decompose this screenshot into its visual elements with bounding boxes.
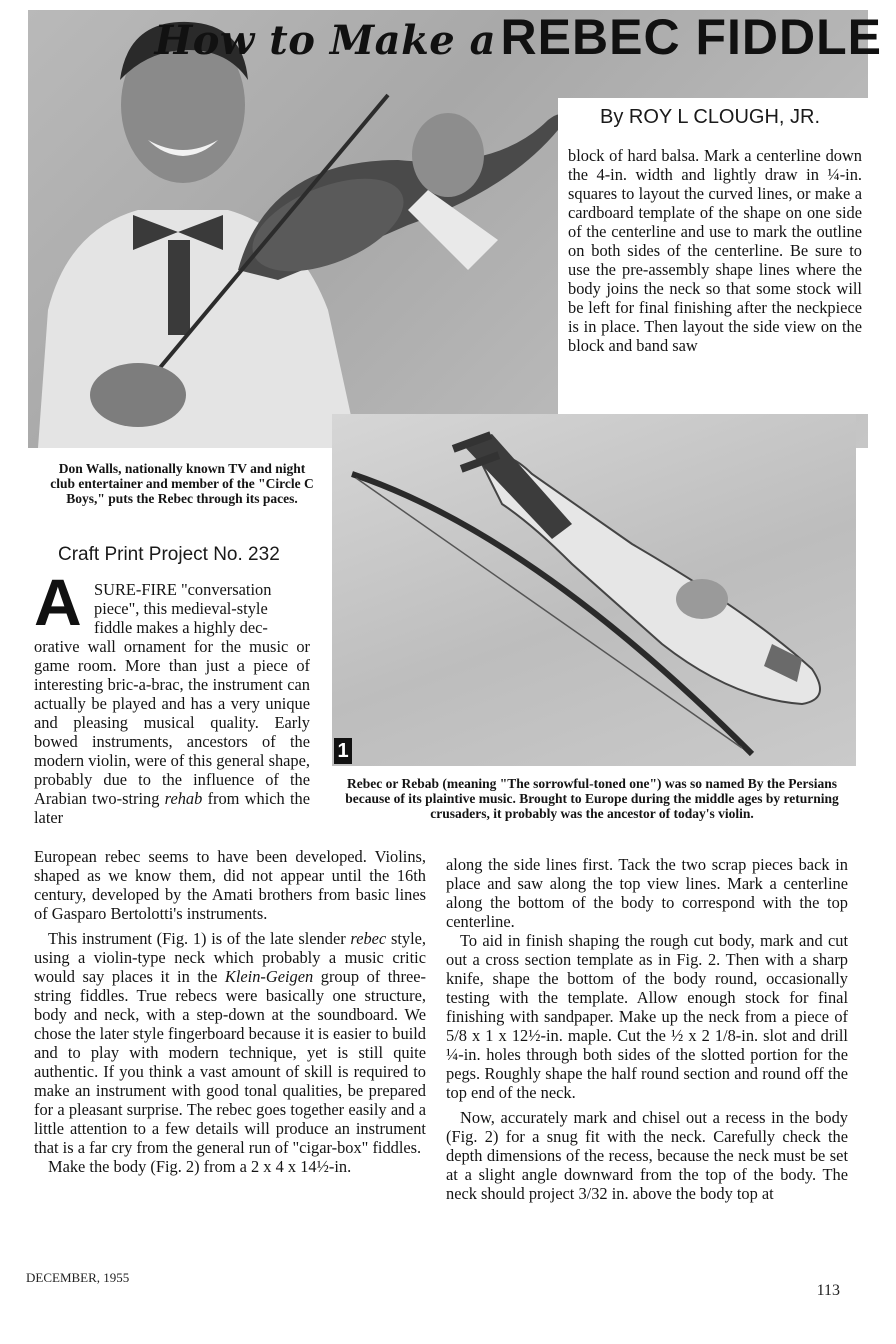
paragraph-1-continued: European rebec seems to have been developed. Violins, shaped as we know them, did not appear until the 16th century, developed by the Amati brothers from basic lines of Gasparo Bertolotti's instruments. [34,847,426,923]
paragraph-2-b: style, using a violin-type neck which probably a music critic would say places it in the [34,929,427,986]
byline: By ROY L CLOUGH, JR. [600,106,821,128]
page-number: 113 [816,1282,840,1299]
paragraph-2 [34,929,426,1157]
portrait-caption: Don Walls, nationally known TV and night club entertainer and member of the "Circle C Boys," puts the Rebec through its paces. [50,461,314,506]
title-script: How to Make a [154,17,497,64]
rehab-term: rehab [164,789,203,808]
title-bold: REBEC FIDDLE [500,9,882,65]
rebec-illustration [332,414,856,766]
paragraph-2-a: This instrument (Fig. 1) is of the late slender [48,929,346,948]
drop-cap: A [34,565,82,639]
rebec-term: rebec [350,929,387,948]
right-paragraph-2: To aid in finish shaping the rough cut body, mark and cut out a cross section template as in Fig. 2. Then with a sharp knife, shape the bottom of the body round, occasionally testing with the template. Allow enough stock for final finishing with sandpaper. Make up the neck from a piece of 5/8 x 1 x 12½-in. maple. Cut the ½ x 2 1/8-in. slot and drill ¼-in. holes through both sides of the slotted portion for the pegs. Roughly shape the half round section and round off the top end of the neck. [446,931,848,1102]
article-left-wide [34,847,426,1176]
figure-number-badge: 1 [334,738,352,764]
intro-column-text: block of hard balsa. Mark a centerline down the 4-in. width and lightly draw in ¼-in. squares to layout the curved lines, or make a cardboard template of the shape on one side of the centerline and use to mark the outline on both sides of the centerline. Be sure to use the pre-assembly shape lines where the body joins the neck so that some stock will be left for final finishing after the neckpiece is in place. Then layout the side view on the block and band saw [568,146,862,355]
klein-geigen-term: Klein-Geigen [224,967,314,986]
drop-cap-line: fiddle makes a highly dec- [94,618,268,637]
paragraph-2-c: group of three-string fiddles. True rebecs were basically one structure, body and neck, with a step-down at the soundboard. We chose the later style fingerboard because it is easier to build and to play with modern technique, yet is still quite authentic. If you think a vast amount of skill is required to make an instrument with good tonal qualities, be prepared for a pleasant surprise. The rebec goes together easily and a little attention to a few details will produce an instrument that is a far cry from the general run of "cigar-box" fiddles. [34,967,426,1157]
right-paragraph-1: along the side lines first. Tack the two scrap pieces back in place and saw along the top view lines. Mark a centerline along the bottom of the body to correspond with the top centerline. [446,855,848,931]
article-right-column [446,855,848,1203]
right-paragraph-3: Now, accurately mark and chisel out a recess in the body (Fig. 2) for a snug fit with the neck. Carefully check the depth dimensions of the recess, because the neck must be set at a slight angle downward from the top of the body. The neck should project 3/32 in. above the body top at [446,1108,848,1203]
paragraph-3: Make the body (Fig. 2) from a 2 x 4 x 14½-in. [48,1157,352,1176]
issue-date: DECEMBER, 1955 [26,1270,130,1285]
rebec-photo [332,414,856,766]
drop-cap-line: piece", this medieval-style [94,599,268,618]
figure-caption: Rebec or Rebab (meaning "The sorrowful-toned one") was so named By the Persians because of its plaintive music. Brought to Europe during the middle ages by returning crusaders, it probably was the ancestor of today's violin. [345,776,839,821]
article-title [154,8,882,66]
article-left-narrow [34,580,310,827]
drop-cap-line: SURE-FIRE "conversation [94,580,272,599]
project-label: Craft Print Project No. 232 [58,544,280,565]
paragraph-1-tail: from which the later [34,789,310,827]
paragraph-1-text: orative wall ornament for the music or game room. More than just a piece of interesting bric-a-brac, the instrument can actually be played and has a very unique and pleasing musical quality. Early bowed instruments, ancestors of the modern violin, were of this general shape, probably due to the influence of the Arabian two-string [34,637,310,808]
